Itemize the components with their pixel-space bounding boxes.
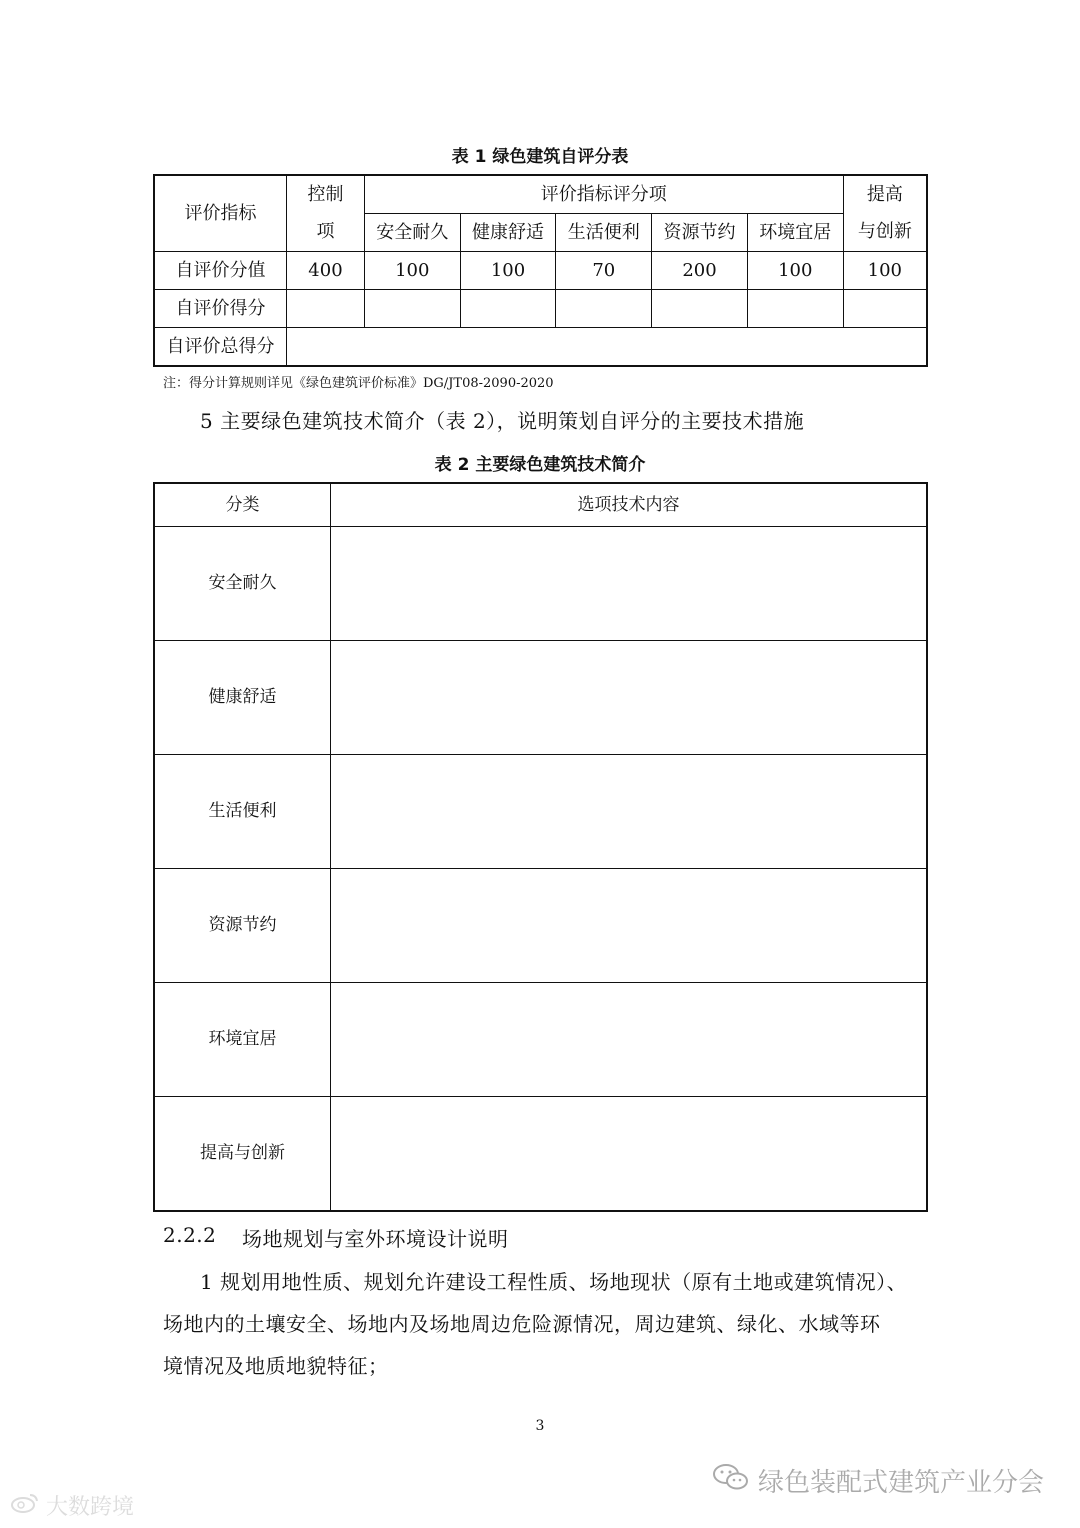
score-value-cell: 100 (460, 252, 556, 290)
page-number: 3 (535, 1418, 545, 1434)
paragraph-5: 5 主要绿色建筑技术简介（表 2），说明策划自评分的主要技术措施 (200, 409, 805, 433)
scoring-items-header: 评价指标评分项 (364, 175, 843, 214)
section-number: 2.2.2 (163, 1223, 217, 1247)
score-value-cell: 100 (364, 252, 460, 290)
obtained-cell (652, 290, 748, 328)
obtained-row-label: 自评价得分 (154, 290, 287, 328)
obtained-cell (287, 290, 365, 328)
watermark-right (712, 1462, 1044, 1499)
category-cell: 环境宜居 (154, 983, 331, 1097)
score-value-cell: 70 (556, 252, 652, 290)
content-cell (331, 1097, 927, 1212)
eval-index-header: 评价指标 (154, 175, 287, 252)
sub-header-cell: 生活便利 (556, 214, 652, 252)
control-header-line2: 项 (287, 214, 365, 252)
innovation-header-line1: 提高 (843, 175, 927, 214)
total-cell (287, 328, 927, 367)
paragraph-1-line2: 场地内的土壤安全、场地内及场地周边危险源情况，周边建筑、绿化、水域等环 (163, 1312, 881, 1336)
table1-caption: 表 1 绿色建筑自评分表 (451, 147, 629, 167)
category-cell: 提高与创新 (154, 1097, 331, 1212)
technology-summary-table (153, 482, 928, 1212)
score-value-cell: 100 (843, 252, 927, 290)
total-row-label: 自评价总得分 (154, 328, 287, 367)
innovation-header-line2: 与创新 (843, 214, 927, 252)
table2-caption: 表 2 主要绿色建筑技术简介 (434, 455, 646, 475)
obtained-cell (364, 290, 460, 328)
category-header: 分类 (154, 483, 331, 527)
table1-note: 注：得分计算规则详见《绿色建筑评价标准》DG/JT08-2090-2020 (163, 376, 554, 391)
category-cell: 安全耐久 (154, 527, 331, 641)
sub-header-cell: 资源节约 (652, 214, 748, 252)
content-cell (331, 527, 927, 641)
score-value-cell: 200 (652, 252, 748, 290)
watermark-left (10, 1490, 134, 1521)
watermark-right-text: 绿色装配式建筑产业分会 (757, 1468, 1044, 1498)
category-cell: 健康舒适 (154, 641, 331, 755)
section-title: 场地规划与室外环境设计说明 (242, 1227, 509, 1251)
sub-header-cell: 安全耐久 (364, 214, 460, 252)
obtained-cell (460, 290, 556, 328)
paragraph-1-line3: 境情况及地质地貌特征； (163, 1354, 389, 1378)
score-value-cell: 100 (747, 252, 843, 290)
obtained-cell (556, 290, 652, 328)
content-header: 选项技术内容 (331, 483, 927, 527)
content-cell (331, 755, 927, 869)
content-cell (331, 641, 927, 755)
paragraph-1-line1: 1 规划用地性质、规划允许建设工程性质、场地现状（原有土地或建筑情况）、 (200, 1270, 908, 1294)
control-header-line1: 控制 (287, 175, 365, 214)
category-cell: 生活便利 (154, 755, 331, 869)
content-cell (331, 983, 927, 1097)
content-cell (331, 869, 927, 983)
weibo-logo-icon (10, 1492, 40, 1520)
wechat-logo-icon (712, 1462, 750, 1499)
category-cell: 资源节约 (154, 869, 331, 983)
score-row-label: 自评价分值 (154, 252, 287, 290)
score-value-cell: 400 (287, 252, 365, 290)
obtained-cell (843, 290, 927, 328)
obtained-cell (747, 290, 843, 328)
self-evaluation-table (153, 174, 928, 367)
sub-header-cell: 环境宜居 (747, 214, 843, 252)
sub-header-cell: 健康舒适 (460, 214, 556, 252)
watermark-left-text: 大数跨境 (46, 1495, 135, 1520)
